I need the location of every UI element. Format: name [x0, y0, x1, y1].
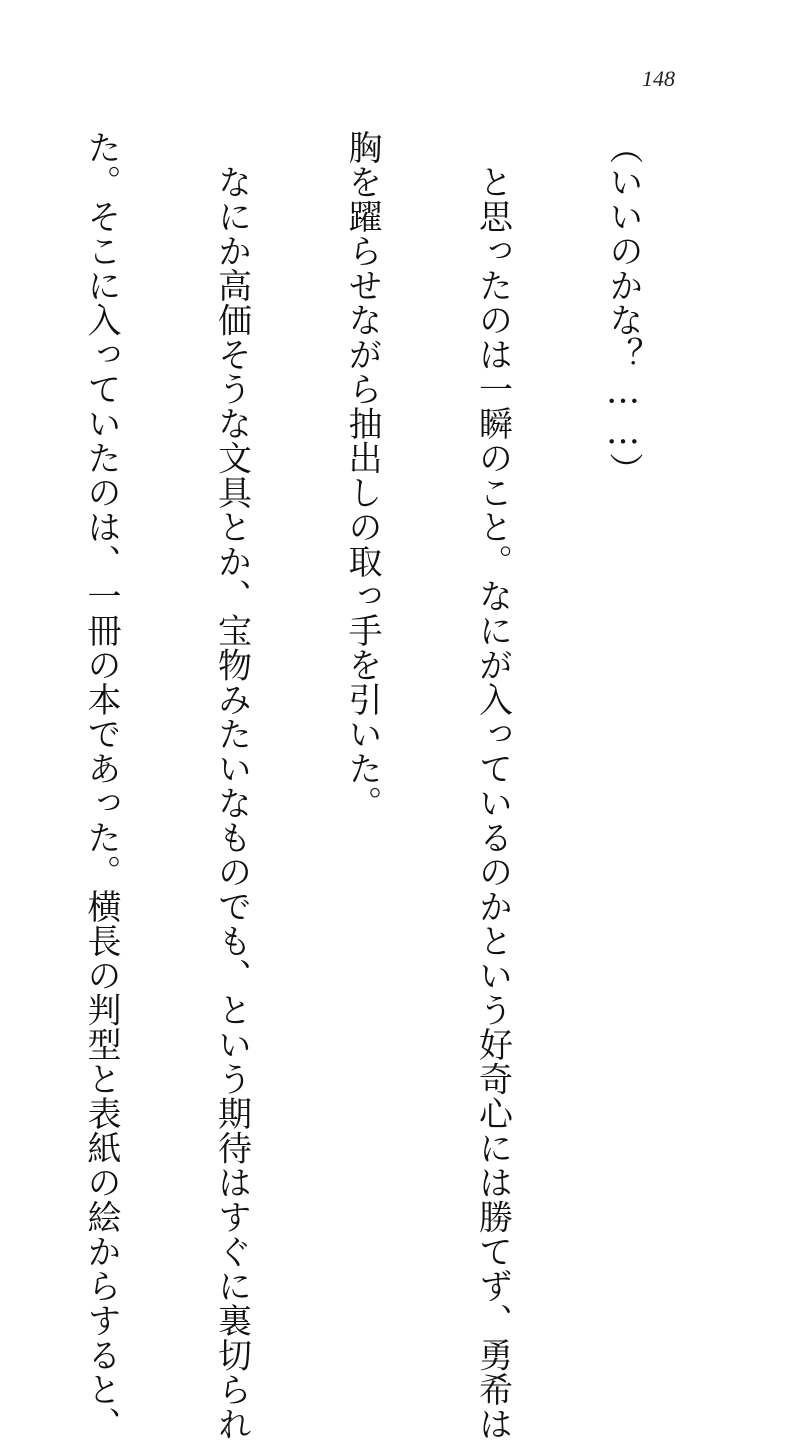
text-line: 胸を躍らせながら抽出しの取っ手を引いた。 — [342, 130, 382, 820]
text-line: た。そこに入っていたのは、一冊の本であった。横長の判型と表紙の絵からすると、 — [81, 130, 121, 1441]
text-line: と思ったのは一瞬のこと。なにが入っているのかという好奇心には勝てず、勇希は — [472, 130, 513, 1441]
body-text — [0, 130, 731, 1441]
page-number: 148 — [642, 66, 675, 91]
text-line: （いいのかな？……） — [603, 130, 643, 487]
text-line: なにか高価そうな文具とか、宝物みたいなものでも、という期待はすぐに裏切られ — [211, 130, 252, 1441]
